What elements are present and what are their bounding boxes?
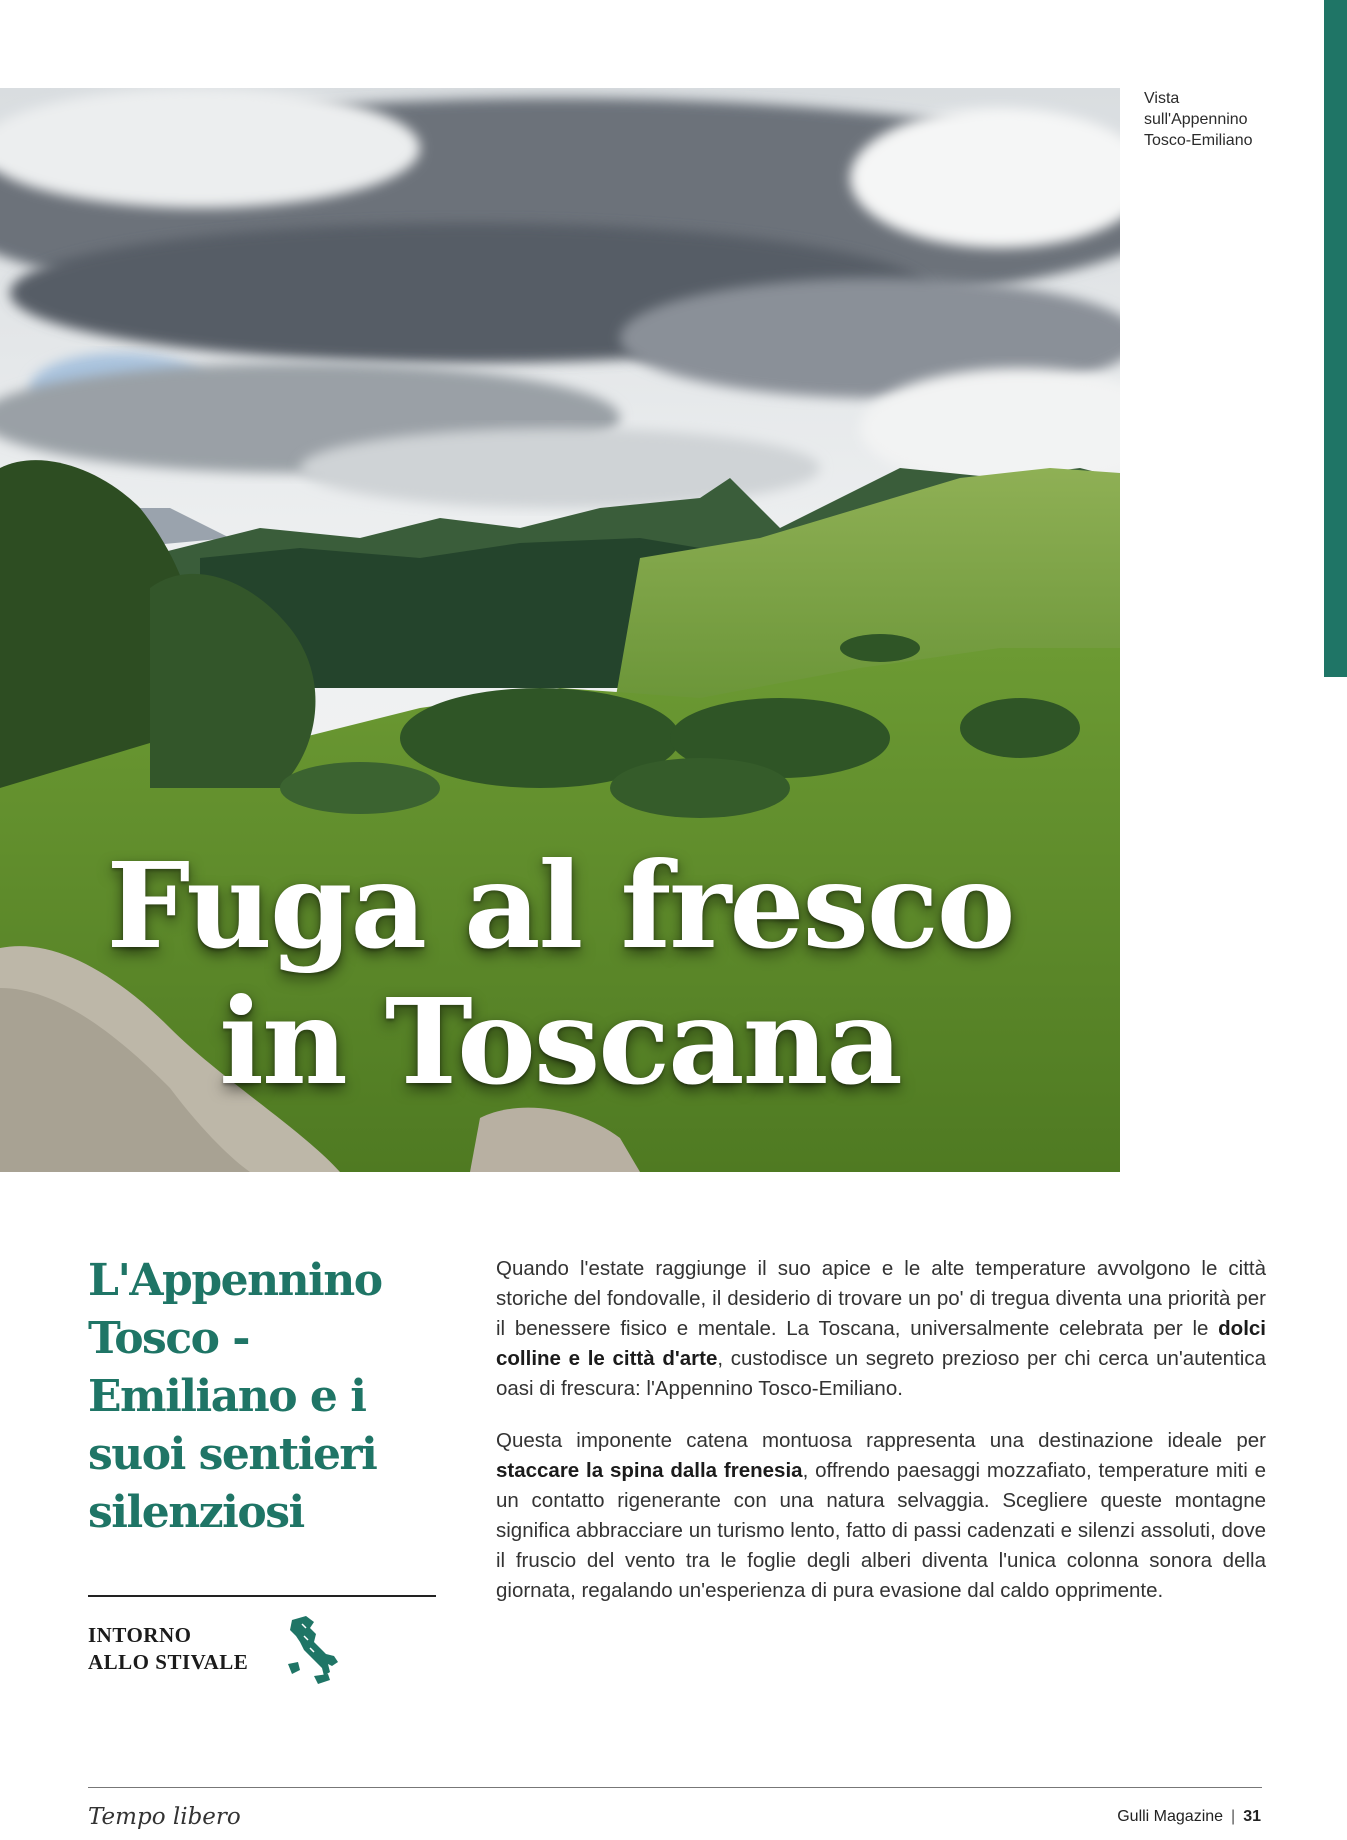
paragraph-1: Quando l'estate raggiunge il suo apice e le alte temperature avvolgono le città storiche del fondovalle, il desiderio di trovare un po' di tregua diventa una priorità per il benessere fisico e mentale. La Toscana, universalmente celebrata per le dolci colline e le città d'arte, custodisce un segreto prezioso per chi cerca un'autentica oasi di frescura: l'Appennino Tosco-Emiliano. [496,1257,1266,1400]
headline-line-1: Fuga al fresco [106,836,1014,975]
bold-phrase: dolci colline e le città d'arte [496,1317,1266,1370]
article-subheading: L'Appennino Tosco - Emiliano e i suoi sentieri silenziosi [88,1255,382,1538]
page-number: 31 [1243,1808,1261,1825]
subheading-divider [88,1595,436,1597]
section-color-tab [1324,0,1347,677]
italy-map-icon [284,1614,342,1686]
article-body [496,1254,1266,1628]
paragraph-2: Questa imponente catena montuosa rappresenta una destinazione ideale per staccare la spina dalla frenesia, offrendo paesaggi mozzafiato, temperature miti e un contatto rigenerante con una natura selvaggia. Scegliere queste montagne significa abbracciare un turismo lento, fatto di passi cadenzati e silenzi assoluti, dove il fruscio del vento tra le foglie degli alberi diventa l'unica colonna sonora della giornata, regalando un'esperienza di pura evasione dal caldo opprimente. [496,1429,1266,1602]
section-label-line-2: ALLO STIVALE [88,1650,249,1674]
section-label-line-1: INTORNO [88,1623,192,1647]
photo-caption: Vista sull'Appennino Tosco-Emiliano [1144,90,1253,149]
magazine-name: Gulli Magazine [1117,1808,1224,1825]
section-label [88,1622,248,1676]
article-headline [40,838,1080,1110]
folio-separator: | [1231,1808,1236,1825]
headline-line-2: in Toscana [219,972,901,1111]
footer-divider [88,1787,1262,1788]
footer-folio [1117,1808,1261,1826]
footer-section-name: Tempo libero [88,1804,241,1830]
bold-phrase: staccare la spina dalla frenesia [496,1459,803,1482]
